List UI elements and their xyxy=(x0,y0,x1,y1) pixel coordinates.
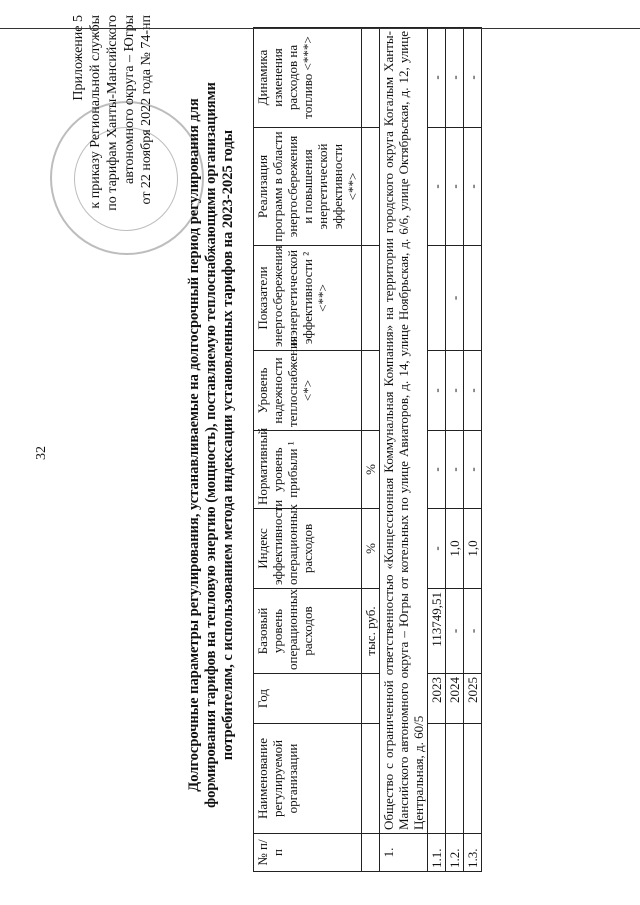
unit-cell xyxy=(362,674,380,724)
unit-cell xyxy=(362,724,380,834)
energy-saving-cell: - xyxy=(446,246,464,351)
header-cell: Год xyxy=(254,674,362,724)
organization-row xyxy=(380,28,428,872)
unit-cell xyxy=(362,246,380,351)
base-opex-cell: - xyxy=(464,589,482,674)
row-number: 1.3. xyxy=(464,834,482,872)
program-cell: - xyxy=(428,128,446,246)
header-cell: Индекс эффективности операционных расходов xyxy=(254,509,362,589)
table-row xyxy=(446,28,464,872)
fuel-dynamics-cell: - xyxy=(464,28,482,128)
header-cell: Базовый уровень операционных расходов xyxy=(254,589,362,674)
unit-cell xyxy=(362,28,380,128)
units-row xyxy=(362,28,380,872)
org-cell xyxy=(464,724,482,834)
row-number: 1. xyxy=(380,834,428,872)
table-row xyxy=(428,28,446,872)
row-number: 1.2. xyxy=(446,834,464,872)
year-cell: 2025 xyxy=(464,674,482,724)
parameters-table xyxy=(253,27,482,872)
program-cell: - xyxy=(446,128,464,246)
appendix-line: по тарифам Ханты-Мансийского xyxy=(105,15,120,211)
header-row xyxy=(254,28,362,872)
unit-cell xyxy=(362,834,380,872)
unit-cell: % xyxy=(362,509,380,589)
unit-cell: % xyxy=(362,431,380,509)
program-cell: - xyxy=(464,128,482,246)
energy-saving-cell xyxy=(464,246,482,351)
appendix-line: к приказу Региональной службы xyxy=(88,15,103,209)
fuel-dynamics-cell: - xyxy=(446,28,464,128)
document-title: Долгосрочные параметры регулирования, устанавливаемые на долгосрочный период регулирования для формирования тарифов на тепловую энергию (мощность), поставляемую теплоснабжающими организациями потребителям, с использованием метода индексации установленных тарифов на 2023-2025 годы xyxy=(186,82,236,808)
header-cell: Показатели энергосбережения и энергетической эффективности ² <**> xyxy=(254,246,362,351)
energy-saving-cell xyxy=(428,246,446,351)
header-cell: Нормативный уровень прибыли ¹ xyxy=(254,431,362,509)
reliability-cell: - xyxy=(428,351,446,431)
header-cell: Динамика изменения расходов на топливо <***> xyxy=(254,28,362,128)
table-row xyxy=(464,28,482,872)
org-cell xyxy=(446,724,464,834)
efficiency-index-cell: 1,0 xyxy=(464,509,482,589)
profit-level-cell: - xyxy=(464,431,482,509)
header-cell: № п/п xyxy=(254,834,362,872)
year-cell: 2024 xyxy=(446,674,464,724)
appendix-block xyxy=(70,15,155,275)
base-opex-cell: 113749,51 xyxy=(428,589,446,674)
appendix-line: от 22 ноября 2022 года № 74-нп xyxy=(139,15,154,205)
profit-level-cell: - xyxy=(446,431,464,509)
unit-cell xyxy=(362,351,380,431)
fuel-dynamics-cell: - xyxy=(428,28,446,128)
year-cell: 2023 xyxy=(428,674,446,724)
reliability-cell: - xyxy=(464,351,482,431)
header-cell: Уровень надежности теплоснабжения <*> xyxy=(254,351,362,431)
unit-cell xyxy=(362,128,380,246)
appendix-line: Приложение 5 xyxy=(71,15,86,101)
reliability-cell: - xyxy=(446,351,464,431)
header-cell: Реализация программ в области энергосбережения и повышения энергетической эффективности <**> xyxy=(254,128,362,246)
page-number: 32 xyxy=(34,446,49,460)
unit-cell: тыс. руб. xyxy=(362,589,380,674)
header-cell: Наименование регулируемой организации xyxy=(254,724,362,834)
scan-edge-line xyxy=(0,28,640,29)
appendix-line: автономного округа – Югры xyxy=(122,15,137,184)
profit-level-cell: - xyxy=(428,431,446,509)
efficiency-index-cell: - xyxy=(428,509,446,589)
row-number: 1.1. xyxy=(428,834,446,872)
efficiency-index-cell: 1,0 xyxy=(446,509,464,589)
organization-name: Общество с ограниченной ответственностью «Концессионная Коммунальная Компания» на территории городского округа Когалым Ханты-Мансийского автономного округа – Югры от котельных по улице Авиаторов, д. 14, улице Ноябрьская, д. 6/6, улице Октябрьская, д. 12, улице Центральная, д. 60/5 xyxy=(380,28,428,834)
org-cell xyxy=(428,724,446,834)
base-opex-cell: - xyxy=(446,589,464,674)
